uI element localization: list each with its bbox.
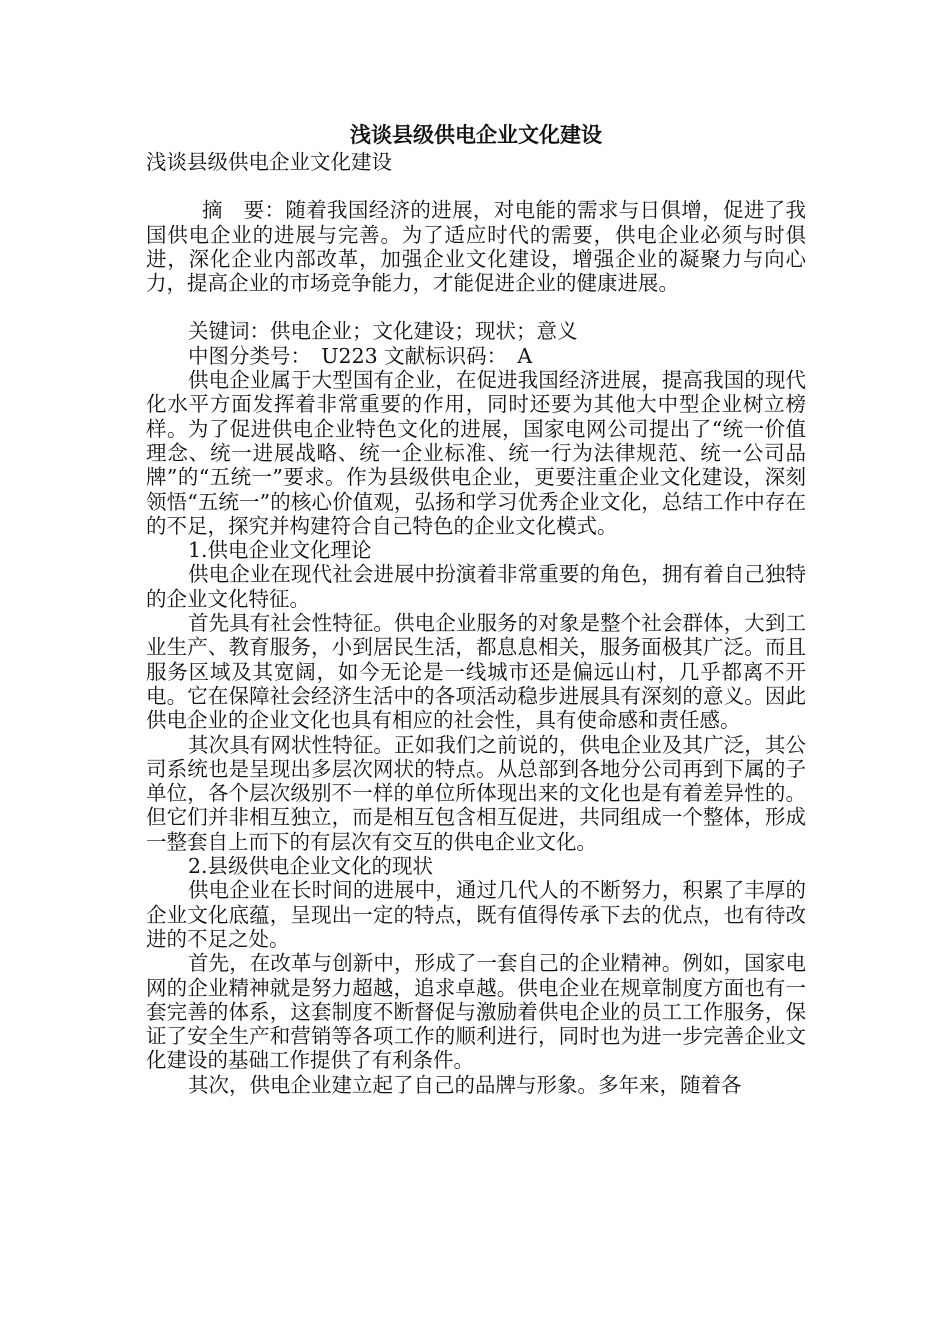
keywords: 关键词：供电企业；文化建设；现状；意义 — [188, 319, 578, 344]
section-heading: 2.县级供电企业文化的现状 — [188, 854, 434, 879]
spacer — [146, 295, 806, 319]
document-subtitle: 浅谈县级供电企业文化建设 — [146, 150, 392, 174]
body-paragraph: 供电企业在长时间的进展中，通过几代人的不断努力，积累了丰厚的企业文化底蕴，呈现出一定的特点，既有值得传承下去的优点，也有待改进的不足之处。 — [146, 878, 806, 951]
document-page — [146, 120, 806, 1097]
body-paragraph: 其次，供电企业建立起了自己的品牌与形象。多年来，随着各 — [188, 1072, 742, 1097]
spacer — [146, 174, 806, 198]
body-paragraph: 首先具有社会性特征。供电企业服务的对象是整个社会群体，大到工业生产、教育服务，小到居民生活，都息息相关，服务面极其广泛。而且服务区域及其宽阔，如今无论是一线城市还是偏远山村，几乎都离不开电。它在保障社会经济生活中的各项活动稳步进展具有深刻的意义。因此供电企业的企业文化也具有相应的社会性，具有使命感和责任感。 — [146, 611, 806, 733]
body-paragraph: 供电企业在现代社会进展中扮演着非常重要的角色，拥有着自己独特的企业文化特征。 — [146, 562, 806, 611]
body-paragraph: 其次具有网状性特征。正如我们之前说的，供电企业及其广泛，其公司系统也是呈现出多层次网状的特点。从总部到各地分公司再到下属的子单位，各个层次级别不一样的单位所体现出来的文化也是有着差异性的。但它们并非相互独立，而是相互包含相互促进，共同组成一个整体，形成一整套自上而下的有层次有交互的供电企业文化。 — [146, 732, 806, 854]
document-title: 浅谈县级供电企业文化建设 — [350, 123, 602, 147]
classification-number: 中图分类号： U223 文献标识码： A — [188, 343, 533, 368]
body-paragraph: 首先，在改革与创新中，形成了一套自己的企业精神。例如，国家电网的企业精神就是努力超越，追求卓越。供电企业在规章制度方面也有一套完善的体系，这套制度不断督促与激励着供电企业的员工工作服务，保证了安全生产和营销等各项工作的顺利进行，同时也为进一步完善企业文化建设的基础工作提供了有利条件。 — [146, 951, 806, 1073]
body-paragraph: 供电企业属于大型国有企业，在促进我国经济进展，提高我国的现代化水平方面发挥着非常重要的作用，同时还要为其他大中型企业树立榜样。为了促进供电企业特色文化的进展，国家电网公司提出了“统一价值理念、统一进展战略、统一企业标准、统一行为法律规范、统一公司品牌”的“五统一”要求。作为县级供电企业，更要注重企业文化建设，深刻领悟“五统一”的核心价值观，弘扬和学习优秀企业文化，总结工作中存在的不足，探究并构建符合自己特色的企业文化模式。 — [146, 368, 806, 538]
section-heading: 1.供电企业文化理论 — [188, 538, 372, 563]
abstract: 摘 要：随着我国经济的进展，对电能的需求与日俱增，促进了我国供电企业的进展与完善。为了适应时代的需要，供电企业必须与时俱进，深化企业内部改革，加强企业文化建设，增强企业的凝聚力与向心力，提高企业的市场竞争能力，才能促进企业的健康进展。 — [146, 198, 806, 296]
